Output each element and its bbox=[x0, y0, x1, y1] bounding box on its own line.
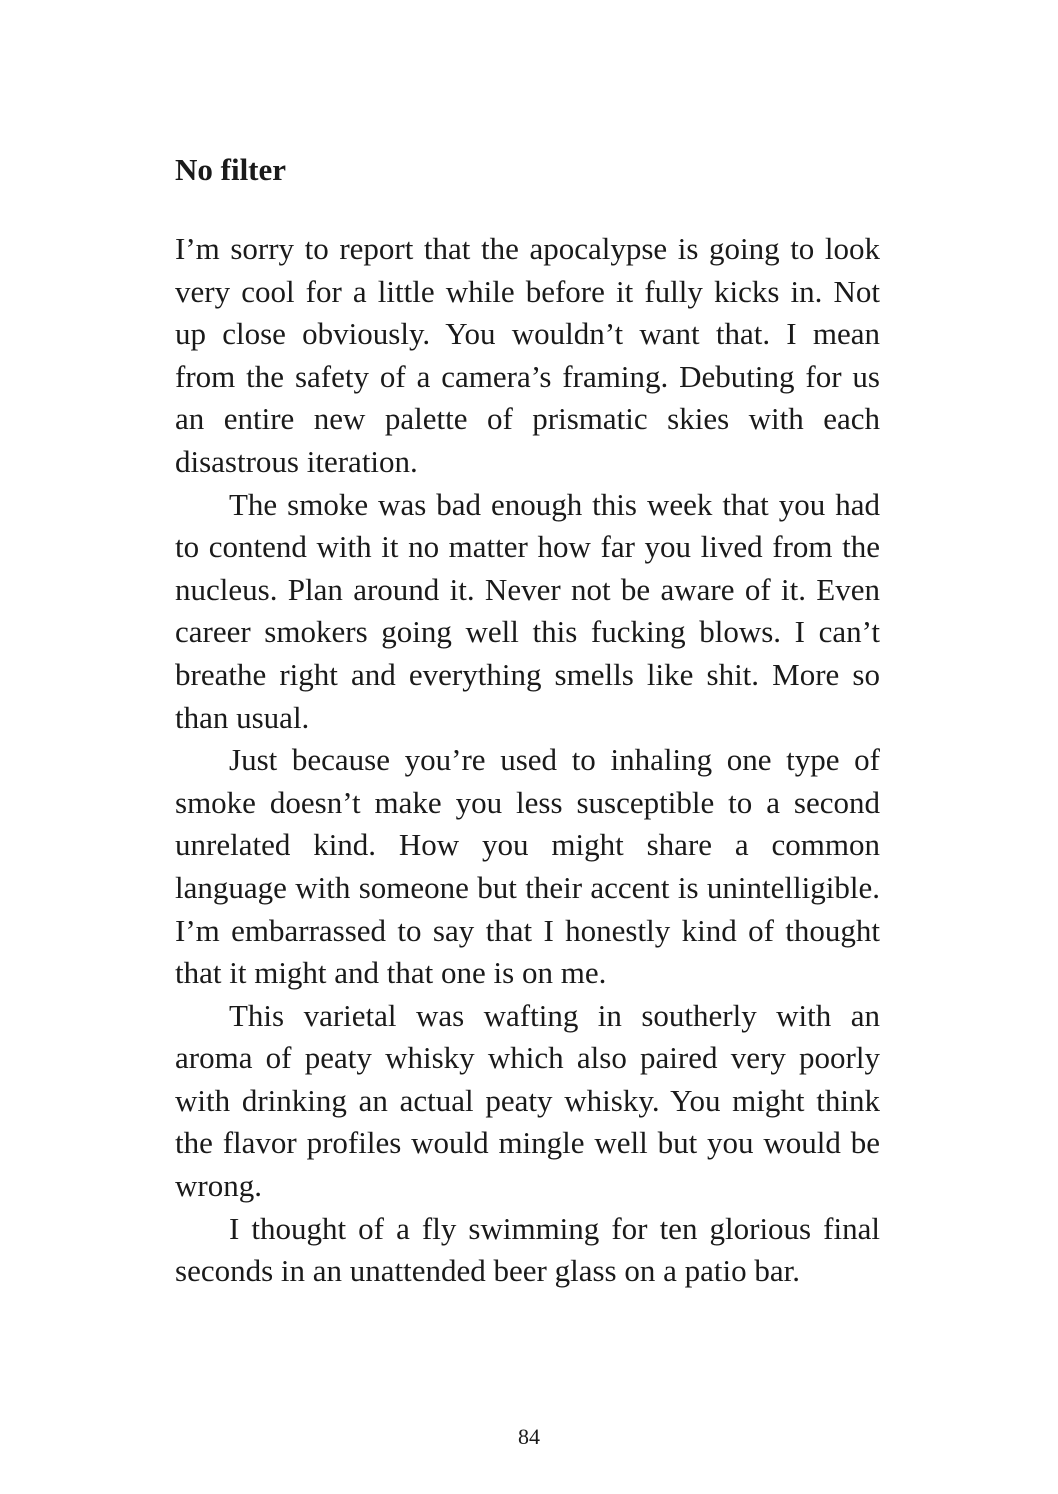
paragraph: I thought of a fly swimming for ten glorious final seconds in an unattended beer glass on a patio bar. bbox=[175, 1210, 880, 1289]
paragraph: This varietal was wafting in southerly with an aroma of peaty whisky which also paired very poorly with drinking an actual peaty whisky. You might think the flavor profiles would mingle well but you would be wrong. bbox=[175, 997, 880, 1204]
paragraph: Just because you’re used to inhaling one type of smoke doesn’t make you less susceptible to a second unrelated kind. How you might share a common language with someone but their accent is unintelligible. I’m embarrassed to say that I honestly kind of thought that it might and that one is on me. bbox=[175, 742, 880, 991]
paragraph: The smoke was bad enough this week that you had to contend with it no matter how far you lived from the nucleus. Plan around it. Never not be aware of it. Even career smokers going well this fucking blows. I can’t breathe right and everything smells like shit. More so than usual. bbox=[175, 486, 880, 735]
page-number: 84 bbox=[518, 1424, 540, 1449]
body-text bbox=[175, 228, 880, 1293]
paragraph: I’m sorry to report that the apocalypse is going to look very cool for a little while before it fully kicks in. Not up close obviously. You wouldn’t want that. I mean from the safety of a camera’s framing. Debuting for us an entire new palette of prismatic skies with each disastrous iteration. bbox=[175, 231, 880, 479]
chapter-title: No filter bbox=[175, 152, 287, 187]
